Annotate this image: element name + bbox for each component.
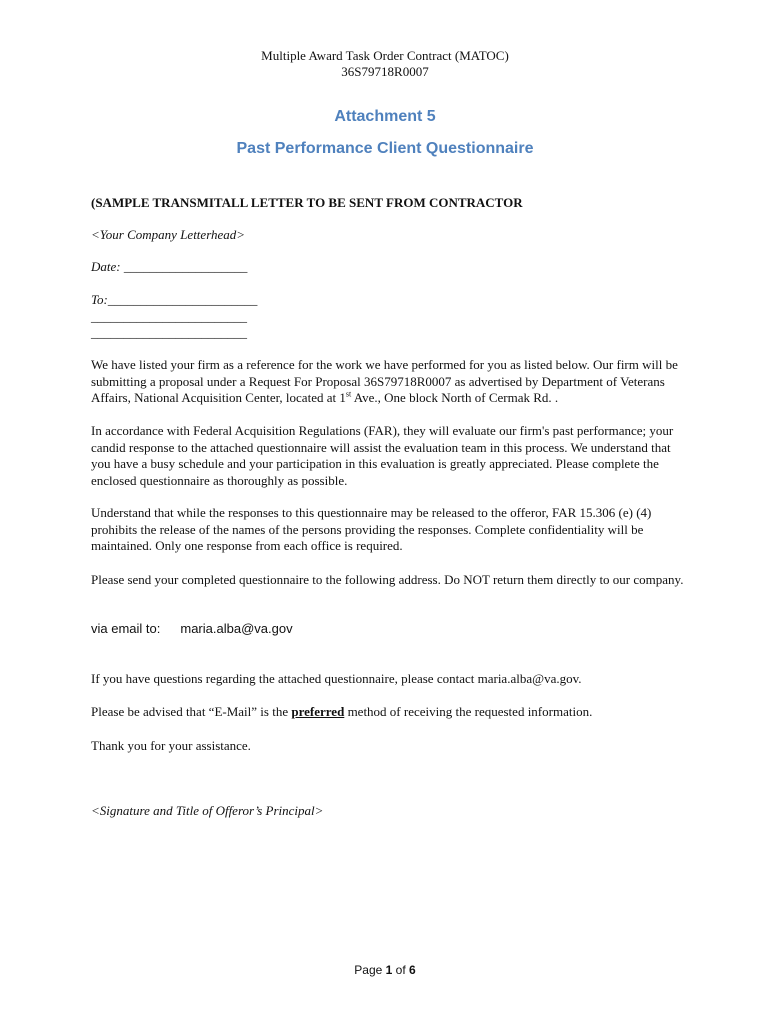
to-line: ________________________: [91, 325, 247, 340]
date-line: Date: ___________________: [91, 259, 248, 274]
paragraph-text: method of receiving the requested information.: [344, 704, 593, 719]
paragraph-reference: [91, 357, 691, 407]
page-label: Page: [354, 963, 386, 977]
paragraph-preferred: [91, 704, 691, 721]
ordinal-suffix: st: [345, 389, 352, 399]
paragraph-send: Please send your completed questionnaire to the following address. Do NOT return them directly to our company.: [91, 572, 684, 587]
letterhead-placeholder: <Your Company Letterhead>: [91, 227, 246, 242]
attachment-title: Attachment 5: [334, 108, 436, 125]
contract-title: Multiple Award Task Order Contract (MATOC): [261, 48, 509, 63]
to-block: [91, 292, 691, 342]
signature-placeholder: <Signature and Title of Offeror’s Principal>: [91, 803, 324, 818]
attachment-subtitle: Past Performance Client Questionnaire: [236, 140, 534, 157]
preferred-emphasis: preferred: [291, 704, 345, 719]
paragraph-far: In accordance with Federal Acquisition Regulations (FAR), they will evaluate our firm's past performance; your candid response to the attached questionnaire will assist the evaluation team in this process. We understand that you have a busy schedule and your participation in this evaluation is greatly appreciated. Please complete the enclosed questionnaire as thoroughly as possible.: [91, 423, 674, 488]
letter-heading: (SAMPLE TRANSMITALL LETTER TO BE SENT FROM CONTRACTOR: [91, 195, 523, 210]
email-address: maria.alba@va.gov: [180, 621, 293, 636]
email-line: [91, 621, 691, 638]
paragraph-text: Please be advised that “E-Mail” is the: [91, 704, 292, 719]
page-of: of: [392, 963, 410, 977]
solicitation-number: 36S79718R0007: [341, 64, 429, 79]
page-current: 1: [385, 963, 393, 977]
page-total: 6: [409, 963, 416, 977]
to-line: To:_______________________: [91, 292, 258, 307]
paragraph-confidentiality: Understand that while the responses to this questionnaire may be released to the offeror, FAR 15.306 (e) (4) prohibits the release of the names of the persons providing the responses. Complete confidentiality will be maintained. Only one response from each office is required.: [91, 505, 652, 553]
email-label: via email to:: [91, 621, 161, 636]
document-header: [0, 48, 770, 80]
paragraph-questions: If you have questions regarding the attached questionnaire, please contact maria.alba@va.gov.: [91, 671, 582, 686]
thanks-line: Thank you for your assistance.: [91, 738, 251, 753]
paragraph-text: Ave., One block North of Cermak Rd. .: [351, 390, 559, 405]
to-line: ________________________: [91, 308, 247, 324]
page-footer: [0, 963, 770, 977]
paragraph-text: We have listed your firm as a reference for the work we have performed for you as listed below. Our firm will be submitting a proposal under a Request For Proposal 36S79718R0007 as advertised by Department of Veterans Affairs, National Acquisition Center, located at 1: [91, 357, 678, 405]
